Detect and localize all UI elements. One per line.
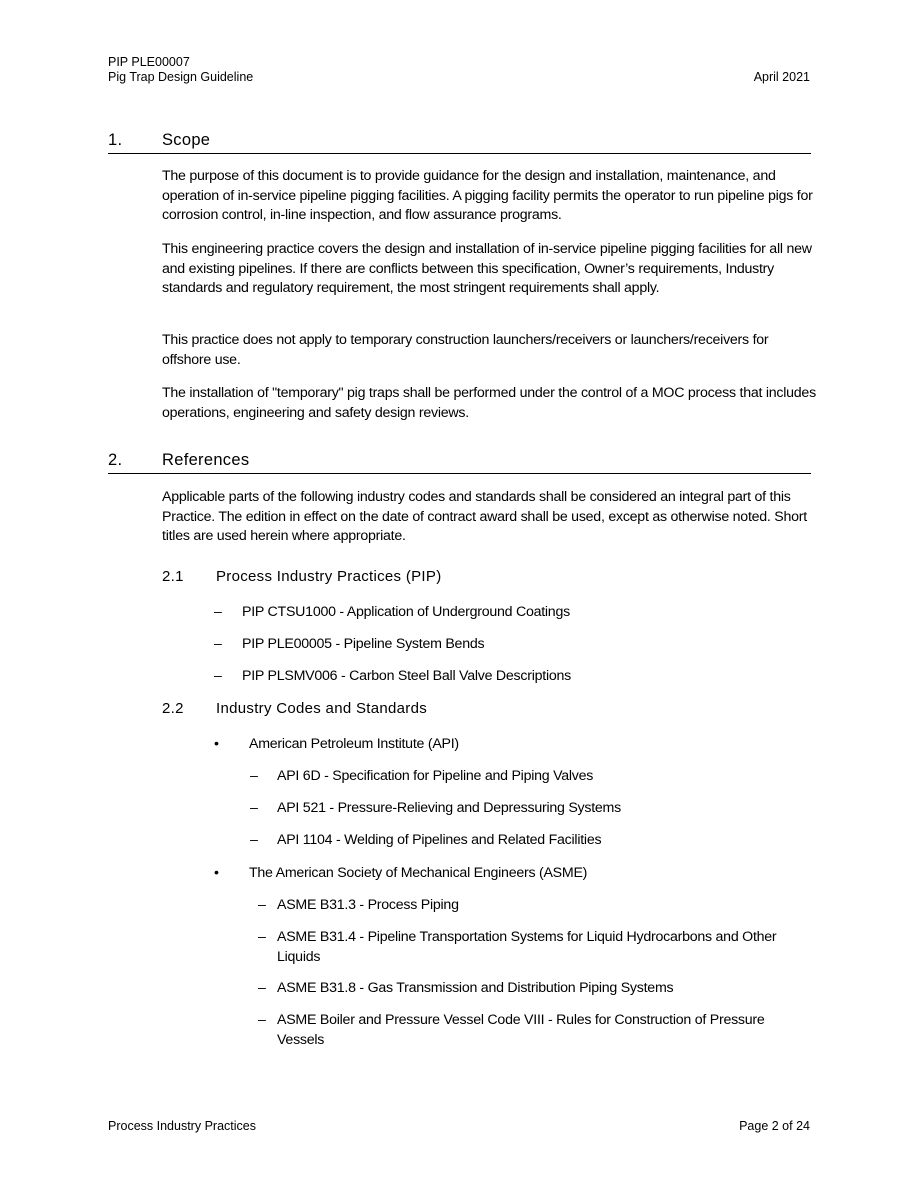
scope-paragraph: This engineering practice covers the design and installation of in-service pipeline pigging facilities for all new and existing pipelines. If there are conflicts between this specification, Owner’s requirements, Industry standards and regulatory requirement, the most stringent requirements shall apply.: [162, 241, 812, 296]
reference-text: PIP PLSMV006 - Carbon Steel Ball Valve Descriptions: [242, 668, 571, 684]
scope-paragraph: The installation of "temporary" pig traps shall be performed under the control of a MOC process that includes operations, engineering and safety design reviews.: [162, 385, 816, 421]
page-number: Page 2 of 24: [739, 1119, 810, 1133]
group-label: The American Society of Mechanical Engineers (ASME): [249, 865, 588, 881]
footer-org: Process Industry Practices: [108, 1119, 256, 1133]
dash-marker: –: [258, 1012, 266, 1028]
section-title: References: [162, 451, 250, 469]
group-label: American Petroleum Institute (API): [249, 736, 459, 752]
reference-text: PIP CTSU1000 - Application of Underground Coatings: [242, 604, 570, 620]
document-title: Pig Trap Design Guideline: [108, 70, 254, 84]
reference-text: ASME Boiler and Pressure Vessel Code VIII - Rules for Construction of Pressure Vessels: [277, 1012, 765, 1048]
section-heading-references: [108, 451, 811, 474]
page-header: [108, 55, 253, 85]
dash-marker: –: [258, 980, 266, 996]
bullet-marker: •: [214, 865, 219, 881]
section-number: 2.: [108, 451, 123, 469]
dash-marker: –: [250, 768, 258, 784]
subsection-number: 2.1: [162, 568, 184, 585]
reference-text: API 6D - Specification for Pipeline and Piping Valves: [277, 768, 594, 784]
subsection-title: Process Industry Practices (PIP): [216, 568, 442, 585]
document-id: PIP PLE00007: [108, 55, 190, 69]
section-number: 1.: [108, 131, 123, 149]
dash-marker: –: [214, 636, 222, 652]
header-date: April 2021: [753, 70, 810, 84]
references-paragraph: Applicable parts of the following industry codes and standards shall be considered an integral part of this Practice. The edition in effect on the date of contract award shall be used, except as otherwise noted. Short titles are used herein where appropriate.: [162, 489, 807, 544]
section-heading-scope: [108, 131, 811, 154]
reference-text: ASME B31.3 - Process Piping: [277, 897, 459, 913]
reference-text: API 1104 - Welding of Pipelines and Related Facilities: [277, 832, 602, 848]
bullet-marker: •: [214, 736, 219, 752]
dash-marker: –: [214, 604, 222, 620]
subsection-title: Industry Codes and Standards: [216, 700, 428, 717]
dash-marker: –: [214, 668, 222, 684]
scope-paragraph: This practice does not apply to temporary construction launchers/receivers or launchers/receivers for offshore use.: [162, 332, 769, 368]
dash-marker: –: [258, 929, 266, 945]
dash-marker: –: [258, 897, 266, 913]
dash-marker: –: [250, 832, 258, 848]
reference-text: ASME B31.8 - Gas Transmission and Distribution Piping Systems: [277, 980, 674, 996]
reference-text: ASME B31.4 - Pipeline Transportation Systems for Liquid Hydrocarbons and Other Liquids: [277, 929, 777, 965]
dash-marker: –: [250, 800, 258, 816]
section-title: Scope: [162, 131, 211, 149]
reference-text: PIP PLE00005 - Pipeline System Bends: [242, 636, 485, 652]
scope-paragraph: The purpose of this document is to provide guidance for the design and installation, maintenance, and operation of in-service pipeline pigging facilities. A pigging facility permits the operator to run pipeline pigs for corrosion control, in-line inspection, and flow assurance programs.: [162, 168, 813, 223]
reference-text: API 521 - Pressure-Relieving and Depressuring Systems: [277, 800, 621, 816]
subsection-number: 2.2: [162, 700, 184, 717]
